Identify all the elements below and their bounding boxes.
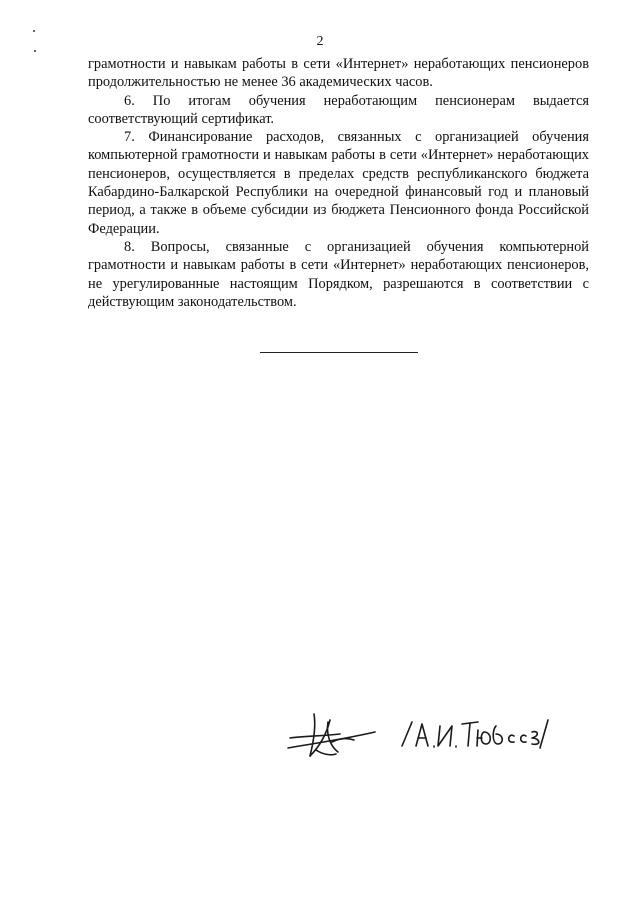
handwritten-signature xyxy=(270,700,570,770)
paragraph-item-8: 8. Вопросы, связанные с организацией обучения компьютерной грамотности и навыкам работы в сети «Интернет» неработающих пенсионеров, не урегулированные настоящим Порядком, разрешаются в соответствии с действующим законодательством. xyxy=(88,238,589,310)
end-of-text-divider xyxy=(260,352,418,353)
paragraph-continuation: грамотности и навыкам работы в сети «Интернет» неработающих пенсионеров продолжительностью не менее 36 академических часов. xyxy=(88,56,589,91)
scan-artifact xyxy=(33,30,35,32)
document-body xyxy=(88,55,589,311)
paragraph-item-6: 6. По итогам обучения неработающим пенсионерам выдается соответствующий сертификат. xyxy=(88,92,589,127)
paragraph-item-7: 7. Финансирование расходов, связанных с организацией обучения компьютерной грамотности и навыкам работы в сети «Интернет» неработающих пенсионеров, осуществляется в пределах средств республиканского бюджета Кабардино-Балкарской Республики на очередной финансовый год и плановый период, а также в объеме субсидии из бюджета Пенсионного фонда Российской Федерации. xyxy=(88,129,589,237)
scan-artifact xyxy=(34,50,36,52)
page-number: 2 xyxy=(316,34,324,49)
signature-block xyxy=(270,700,570,770)
